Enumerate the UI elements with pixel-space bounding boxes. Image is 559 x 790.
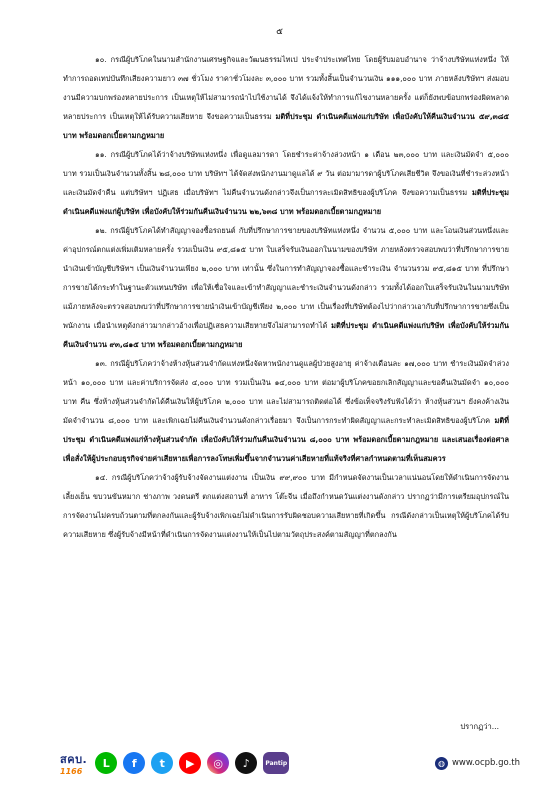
paragraph-13: [63, 354, 509, 468]
paragraph-10: [63, 50, 509, 145]
paragraph-14: [63, 468, 509, 544]
pantip-icon[interactable]: Pantip: [263, 752, 289, 774]
tiktok-icon[interactable]: ♪: [235, 752, 257, 774]
footer: [60, 746, 520, 780]
line-icon[interactable]: L: [95, 752, 117, 774]
paragraph-11: [63, 145, 509, 221]
website-url: www.ocpb.go.th: [451, 758, 520, 768]
website-link[interactable]: [435, 757, 520, 770]
paragraph-text: ๑๑. กรณีผู้บริโภคได้ว่าจ้างบริษัทแห่งหนึ่ง เพื่อดูแลมารดา โดยชำระค่าจ้างล่วงหน้า ๑ เดือน ๒๓,๐๐๐ บาท และเงินมัดจำ ๕,๐๐๐ บาท รวมเป็นเงินจำนวนทั้งสิ้น ๒๘,๐๐๐ บาท บริษัทฯ ได้จัดส่งพนักงานมาดูแลได้ ๙ วัน ต่อมามารดาผู้บริโภคเสียชีวิต จึงขอเงินที่ชำระล่วงหน้าและเงินมัดจำคืน แต่บริษัทฯ ปฏิเสธ เมื่อบริษัทฯ ไม่คืนจำนวนดังกล่าวจึงเป็นการละเมิดสิทธิของผู้บริโภค จึงขอความเป็นธรรม: [63, 150, 509, 197]
globe-icon: ◍: [435, 757, 448, 770]
resolution-text: มติที่ประชุม ดำเนินคดีแพ่งแก่ห้างหุ้นส่วนจำกัด เพื่อบังคับให้ร่วมกันคืนเงินจำนวน ๘,๐๐๐ บาท พร้อมดอกเบี้ยตามกฎหมาย และเสนอเรื่องต่อศาลเพื่อสั่งให้ผู้ประกอบธุรกิจจ่ายค่าเสียหายเพื่อการลงโทษเพิ่มขึ้นจากจำนวนค่าเสียหายที่แท้จริงที่ศาลกำหนดตามที่เห็นสมควร: [63, 416, 509, 463]
youtube-icon[interactable]: ▶: [179, 752, 201, 774]
page-number: ๕: [276, 27, 283, 37]
document-body: [63, 50, 509, 544]
paragraph-text: ๑๔. กรณีผู้บริโภคว่าจ้างผู้รับจ้างจัดงานแต่งงาน เป็นเงิน ๙๙,๙๐๐ บาท มีกำหนดจัดงานเป็นเวลาแน่นอนโดยให้ดำเนินการจัดงานเลี้ยงเย็น ขบวนขันหมาก ช่างภาพ วงดนตรี ตกแต่งสถานที่ อาหาร โต๊ะจีน เมื่อถึงกำหนดวันแต่งงานดังกล่าว ปรากฏว่ามีการเตรียมอุปกรณ์ในการจัดงานไม่ครบถ้วนตามที่ตกลงกันและผู้รับจ้างเพิกเฉยไม่ดำเนินการรับผิดชอบความเสียหายที่เกิดขึ้น กรณีดังกล่าวเป็นเหตุให้ผู้บริโภคได้รับความเสียหาย ซึ่งผู้รับจ้างมีหน้าที่ดำเนินการจัดงานแต่งงานให้เป็นไปตามวัตถุประสงค์ตามสัญญาที่ตกลงกัน: [63, 473, 509, 539]
paragraph-text: ๑๐. กรณีผู้บริโภคในนามสำนักงานเศรษฐกิจและวัฒนธรรมไทเป ประจำประเทศไทย โดยผู้รับมอบอำนาจ ว่าจ้างบริษัทแห่งหนึ่ง ให้ทำการถอดเทปบันทึกเสียงความยาว ๓๗ ชั่วโมง ราคาชั่วโมงละ ๓,๐๐๐ บาท รวมทั้งสิ้นเป็นจำนวนเงิน ๑๑๑,๐๐๐ บาท ภายหลังบริษัทฯ ส่งมอบงานมีความบกพร่องหลายประการ เป็นเหตุให้ไม่สามารถนำไปใช้งานได้ จึงได้แจ้งให้ทำการแก้ไขงานหลายครั้ง แต่ก็ยังพบข้อบกพร่องผิดพลาดหลายประการ เป็นเหตุให้ได้รับความเสียหาย จึงขอความเป็นธรรม: [63, 55, 509, 121]
logo-hotline: 1166: [60, 767, 83, 776]
resolution-text: มติที่ประชุม ดำเนินคดีแพ่งแก่ผู้บริษัท เพื่อบังคับให้ร่วมกันคืนเงินจำนวน ๒๒,๖๓๘ บาท พร้อมดอกเบี้ยตามกฎหมาย: [63, 188, 509, 216]
paragraph-12: [63, 221, 509, 354]
resolution-text: มติที่ประชุม ดำเนินคดีแพ่งแก่บริษัท เพื่อบังคับให้คืนเงินจำนวน ๕๙,๓๘๕ บาท พร้อมดอกเบี้ยตามกฎหมาย: [63, 112, 509, 140]
ocpb-logo: [60, 750, 87, 776]
twitter-icon[interactable]: t: [151, 752, 173, 774]
instagram-icon[interactable]: ◎: [207, 752, 229, 774]
paragraph-text: ๑๒. กรณีผู้บริโภคได้ทำสัญญาจองซื้อรถยนต์ กับที่ปรึกษาการขายของบริษัทแห่งหนึ่ง จำนวน ๕,๐๐๐ บาท และโอนเงินส่วนหนึ่งและค่าอุปกรณ์ตกแต่งเพิ่มเติมหลายครั้ง รวมเป็นเงิน ๙๕,๘๑๕ บาท ใบเสร็จรับเงินออกในนามของบริษัท ภายหลังตรวจสอบพบว่าที่ปรึกษาการขายนำเงินเข้าบัญชีบริษัทฯ เป็นเงินจำนวนเพียง ๒,๐๐๐ บาท เท่านั้น ซึ่งในการทำสัญญาจองซื้อและชำระเงิน จำนวนรวม ๙๕,๘๑๕ บาท ที่ปรึกษาการขายได้กระทำในฐานะตัวแทนบริษัท เพื่อให้เชื่อใจและเข้าทำสัญญาและชำระเงินจำนวนดังกล่าว รวมทั้งได้ออกใบเสร็จรับเงินในนามบริษัท แม้ภายหลังจะตรวจสอบพบว่าที่ปรึกษาการขายนำเงินเข้าบัญชีเพียง ๒,๐๐๐ บาท เป็นเรื่องที่บริษัทต้องไปว่ากล่าวเอากับที่ปรึกษาการขายซึ่งเป็นพนักงาน เมื่อนำเหตุดังกล่าวมากล่าวอ้างเพื่อปฏิเสธความเสียหายจึงไม่สามารถทำได้: [63, 226, 509, 330]
paragraph-text: ๑๓. กรณีผู้บริโภคว่าจ้างห้างหุ้นส่วนจำกัดแห่งหนึ่งจัดหาพนักงานดูแลผู้ป่วยสูงอายุ ค่าจ้างเดือนละ ๑๗,๐๐๐ บาท ชำระเงินมัดจำล่วงหน้า ๑๐,๐๐๐ บาท และค่าบริการจัดส่ง ๔,๐๐๐ บาท รวมเป็นเงิน ๑๔,๐๐๐ บาท ต่อมาผู้บริโภคขอยกเลิกสัญญาและขอคืนเงินมัดจำ ๑๐,๐๐๐ บาท คืน ซึ่งห้างหุ้นส่วนจำกัดได้คืนเงินให้ผู้บริโภค ๒,๐๐๐ บาท และไม่สามารถติดต่อได้ ซึ่งข้อเท็จจริงรับฟังได้ว่า ห้างหุ้นส่วนฯ ยังคงค้างเงินมัดจำจำนวน ๘,๐๐๐ บาท และเพิกเฉยไม่คืนเงินจำนวนดังกล่าวเรื่อยมา จึงเป็นการกระทำผิดสัญญาและกระทำละเมิดสิทธิของผู้บริโภค: [63, 359, 509, 425]
facebook-icon[interactable]: f: [123, 752, 145, 774]
logo-title: สคบ.: [60, 753, 88, 766]
continuation-text: ปรากฏว่า...: [460, 722, 499, 731]
resolution-text: มติที่ประชุม ดำเนินคดีแพ่งแก่บริษัท เพื่อบังคับให้ร่วมกันคืนเงินจำนวน ๙๓,๘๑๕ บาท พร้อมดอกเบี้ยตามกฎหมาย: [63, 321, 509, 349]
